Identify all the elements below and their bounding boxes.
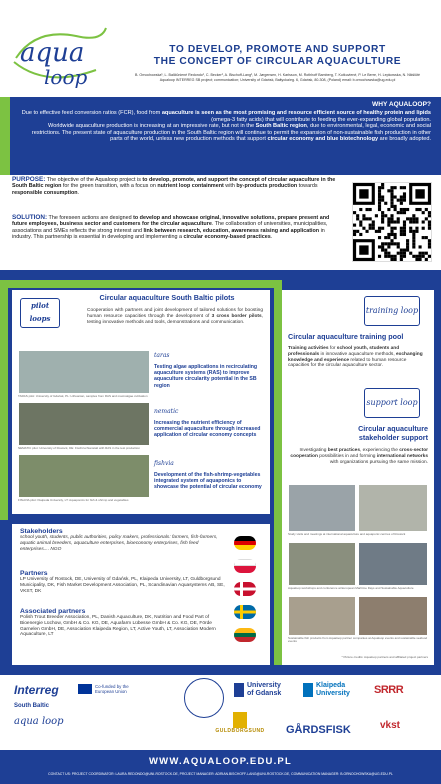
support-text-a: Investigating [299,448,328,453]
fishvia-photo [18,454,150,498]
training-text [288,346,428,369]
support-title-2: stakeholder support [358,433,428,442]
support-text-c: , experiencing the [360,448,400,453]
training-text-f: related to human resource capacities for the circular aquaculture sector. [288,357,407,369]
support-photo-5 [288,596,356,636]
support-caption-1: Study visits and meetings at international aquaculture and aquaponic centres of Rostock [288,532,406,536]
eu-cofunded [78,684,147,694]
purpose-text-c: for the green transition, with a focus on [61,183,158,190]
partners-block [20,570,225,594]
nematic-photo [18,402,150,446]
support-title-1: Circular aquaculture [358,424,428,433]
associated-block [20,608,225,638]
support-text [288,448,428,465]
training-text-b: for [328,346,337,351]
support-photo-4 [358,542,428,586]
svg-text:aqua: aqua [20,38,85,68]
support-text-f: international networks [376,453,428,459]
why-heading: WHY AQUALOOP? [372,101,431,108]
pilots-intro-b: 3 cross border pilots [211,313,262,319]
training-text-c: school youth, students and professionals [288,346,400,357]
training-loop-badge: training loop [364,296,420,326]
purpose-text-e: with [223,183,237,190]
pilot-loops-badge: pilot loops [20,298,60,328]
authors [120,73,435,82]
solution-text-d: link between research, education, awareness raising and application [143,227,320,234]
purpose-text-h: responsible consumption [12,189,78,196]
purpose-text-d: nutrient loop containment [157,183,224,190]
purpose-label: PURPOSE: [12,176,46,183]
fishvia-text: Development of the fish-shrimp-vegetables integrated system of aquaponics to showcase the potential of circular economy [154,472,262,491]
stakeholders-heading: Stakeholders [20,528,63,535]
solution-text-b: to develop and showcase original, innovative solutions, prepare present and future employees, business sector and customers for the circular aquaculture [12,215,330,228]
fishvia-caption: FISHVIA pilot: Klaipėda University, LT: Aquaponics for fish & shrimp and vegetables [18,498,129,502]
qr-code[interactable] [352,182,432,262]
footer [0,750,441,784]
ug-line-1: University [247,682,281,689]
poland-flag-icon [234,559,256,573]
nematic-tag: nematic [154,408,179,415]
why-p2e: are broadly adopted. [378,136,431,142]
ku-emblem-icon [303,683,313,697]
partners-heading: Partners [20,570,48,577]
solution-text-a: The foreseen actions are designed [47,215,134,221]
south-baltic-text: South Baltic [14,703,50,709]
support-photo-3 [288,542,356,586]
why-section [0,97,441,175]
guldborgsund-crest-icon [233,712,247,728]
taras-caption: TARAS pilot: University of Gdańsk, PL: Lithuanian, samples from RAS and macroalgae cultivation [18,394,148,398]
purpose-text-g: towards [297,183,318,190]
why-p2d: circular economy and blue biotechnology [267,136,379,142]
taras-text: Testing algae applications in recirculating aquaculture systems (RAS) to improve aquaculture circularity potential in the SB region [154,364,258,389]
ug-emblem-icon [234,683,244,697]
ug-logo [234,682,281,698]
purpose-text-a: The objective of the Aqualoop project is [45,177,143,183]
pilots-card [12,290,270,514]
ku-line-2: University [316,690,350,697]
support-text-d: cross-sector cooperation [290,448,428,459]
aqualoop-logo [6,18,114,90]
lithuania-flag-icon [234,628,256,642]
fishvia-tag: fishvia [154,460,174,467]
support-loop-badge: support loop [364,388,420,418]
training-text-e: exchanging knowledge and experience [288,351,423,363]
solution-label: SOLUTION: [12,214,48,221]
guldborgsund-text: GULDBORGSUND [215,728,265,734]
interreg-text: Interreg [14,683,59,697]
support-caption-2: Aqualoop workshops and conference at European Maritime Days and Sustainable Aquaculture [288,586,414,590]
why-p1a: Due to effective feed conversion ratios (FCR), food from [21,110,162,116]
svg-text:loop: loop [44,65,88,89]
training-title: Circular aquaculture training pool [288,332,404,341]
green-frame-top [0,280,280,288]
training-text-d: in innovative aquaculture methods, [319,351,397,357]
support-text-b: best practices [327,448,360,453]
solution-section [12,215,344,265]
support-photo-2 [358,484,428,532]
support-photo-1 [288,484,356,532]
author-list: B. Ornochowska¹, L. Balčiūnienė Redondo¹, C. Becker¹, A. Bischoff-Lang¹, M. Jørgensen, H. Karlsson, M. Rothhoff Bamberg, T. Kutkuvienė, P. Le Berre, H. Lepkowska, N. Nikšiūtė [135,73,420,77]
aqualoop-small-logo: aqua loop [14,716,64,727]
nematic-text: Increasing the nutrient efficiency of commercial aquaculture through increased application of circular economy concepts [154,420,261,439]
ug-line-2: of Gdansk [247,690,282,697]
cofunded-text: Co-funded by the European Union [95,684,129,694]
purpose-text-f: by-products production [236,183,298,190]
solution-text-e: in industry. This partnership is essential in developing and implementing a [12,227,325,241]
vkst-logo: vkst [380,720,401,731]
sweden-flag-icon [234,605,256,619]
guldborgsund-logo [204,712,276,734]
taras-photo [18,350,150,394]
solution-text-g: . [270,234,273,241]
support-photo-6 [358,596,428,636]
srrr-logo: SRRR [374,684,404,696]
title-line-2: THE CONCEPT OF CIRCULAR AQUACULTURE [153,56,402,67]
gardsfisk-logo: GÅRDSFISK [286,724,351,736]
pilots-intro-a: Cooperation with partners and joint development of tailored solutions for boosting human resource capacities through the development of [87,308,263,319]
green-frame-left [0,280,8,520]
germany-flag-icon [234,536,256,550]
associated-text: Polish Trout Breeder Association, PL, Danish Aquaculture, DK, Nutrition and Food Part of Bioenergie Lüchow, GmbH & Co. KG, DE, Aquafarm Lübesse GmbH & Co. KG, DE, Förde Garnelen GmbH, DE, Association Klaipeda Region, LT, Active Youth, LT, Association Modern Aquaculture, LT [20,615,216,638]
training-text-a: Training activities [288,346,329,351]
purpose-text-i: . [77,189,80,196]
denmark-flag-icon [234,582,256,596]
eu-flag-icon [78,684,92,694]
training-support-card [282,290,434,665]
support-caption-3: Sustainable fish products from Aqualoop partner companies at Aqualoop events and sustainable seafood events [288,636,428,644]
partners-text: LP University of Rostock, DE, University of Gdańsk, PL, Klaipeda University, LT, Guldborgsund Municipality, DK, Fish Market Development Association, PL, Scandinavian Aquasystems AB, SE, VKST, DK [20,577,225,594]
title-line-1: TO DEVELOP, PROMOTE AND SUPPORT [169,44,386,55]
why-p1b: aquaculture is seen as the most promising and resource efficient source of healthy protein and lipids [161,110,431,116]
ku-line-1: Klaipeda [316,682,346,689]
support-text-g: with organizations pursuing the same mission. [329,459,428,465]
pilots-title: Circular aquaculture South Baltic pilots [99,293,235,302]
contact-line: CONTACT US: PROJECT COORDINATOR: LAURA.REDONDO@UNI-ROSTOCK.DE, PROJECT MANAGER: ADRIAN.BISCHOFF-LANG@UNI-ROSTOCK.DE, COMMUNICATION MANAGER: B.ORNOCHOWSKA@UG.EDU.PL [48,772,393,776]
why-p1c: (omega-3 fatty acids) that will contribute to feeding the ever-expanding global population. [211,116,431,123]
pilots-intro [87,308,263,325]
ku-logo [303,682,350,698]
stakeholders-card [12,524,270,665]
stakeholders-block [20,528,225,552]
pilots-intro-c: , testing innovative methods and tools, demonstrations and communication. [87,313,263,325]
green-divider [274,280,282,665]
solution-text-f: circular economy-based practices [183,234,271,241]
purpose-text-b: to develop, promote, and support the concept of circular aquaculture in the South Baltic region [12,177,336,190]
nematic-caption: NEMATIC pilot: University of Rostock, DE: Fischzuchtanstalt with RAS in the test production [18,446,140,450]
why-p2b: South Baltic region [255,123,307,129]
interreg-logo [14,683,59,709]
associated-heading: Associated partners [20,608,86,615]
website-link[interactable]: WWW.AQUALOOP.EDU.PL [149,756,292,767]
why-accent [0,97,10,175]
why-p2c: , due to environmental, legal, economic and social restrictions. The present state of aquaculture production in the South Baltic region will continue to permit the expansion of non-sustainable fish production in other parts of the world, unless new production methods that support [31,123,431,142]
taras-tag: taras [154,352,170,359]
stakeholders-text: school youth, students, public authorities, policy makers, professionals: farmers, fish-farmers, aquatic animal breeders, aquaculture enterprises, bioeconomy enterprises, fish feed enterprises.... NGO [20,535,218,552]
why-text [18,110,431,143]
affiliation: Aqualoop INTERREG SB project; communication; University of Gdańsk, Bałtycka/eg. 6, Gdańsk, 80-308, (Poland) email: b.ornochowska@ug.edu.pl [159,77,396,82]
why-p2a: Worldwide aquaculture production is increasing at an impressive rate, but not in the [48,123,256,129]
picture-credits: * Picture credits: Aqualoop partners and affiliated project partners [341,655,428,659]
solution-text-c: . The collaboration of universities, municipalities, associations and SMEs reflects the strong interest and [12,221,328,234]
support-text-e: possibilities in and forming [317,453,377,459]
